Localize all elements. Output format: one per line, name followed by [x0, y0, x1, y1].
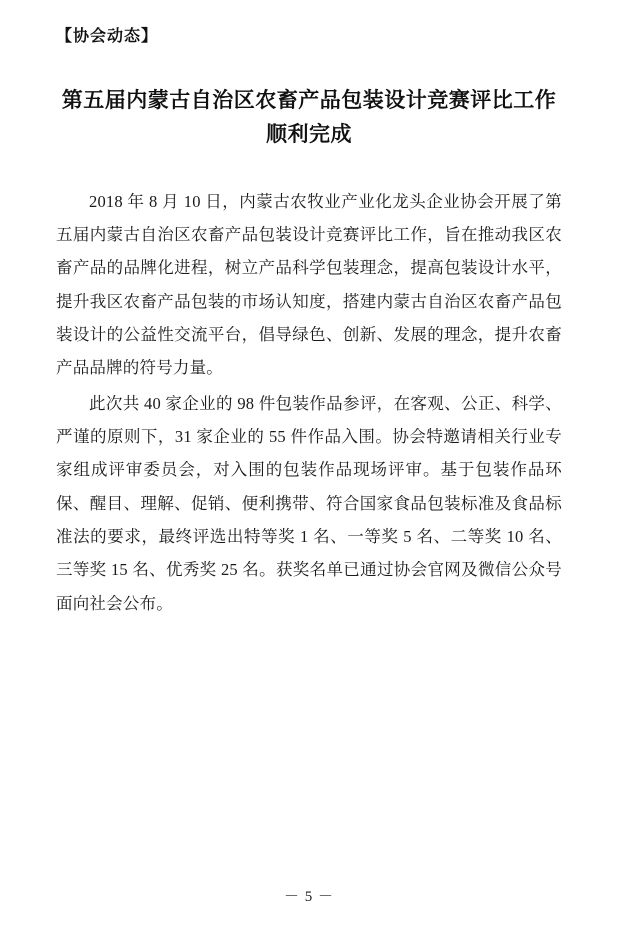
document-body	[56, 185, 562, 620]
page-number: － 5 －	[283, 889, 334, 905]
page-title: 第五届内蒙古自治区农畜产品包装设计竞赛评比工作顺利完成	[61, 88, 557, 146]
category-tag: 【协会动态】	[56, 28, 159, 45]
document-page	[0, 26, 618, 930]
body-paragraph: 此次共 40 家企业的 98 件包装作品参评，在客观、公正、科学、严谨的原则下，31 家企业的 55 件作品入围。协会特邀请相关行业专家组成评审委员会，对入围的包装作品现场评审。基于包装作品环保、醒目、理解、促销、便利携带、符合国家食品包装标准及食品标准法的要求，最终评选出特等奖 1 名、一等奖 5 名、二等奖 10 名、三等奖 15 名、优秀奖 25 名。获奖名单已通过协会官网及微信公众号面向社会公布。	[56, 393, 562, 613]
body-paragraph: 2018 年 8 月 10 日，内蒙古农牧业产业化龙头企业协会开展了第五届内蒙古自治区农畜产品包装设计竞赛评比工作，旨在推动我区农畜产品的品牌化进程，树立产品科学包装理念，提高包装设计水平，提升我区农畜产品包装的市场认知度，搭建内蒙古自治区农畜产品包装设计的公益性交流平台，倡导绿色、创新、发展的理念，提升农畜产品品牌的符号力量。	[56, 191, 562, 378]
